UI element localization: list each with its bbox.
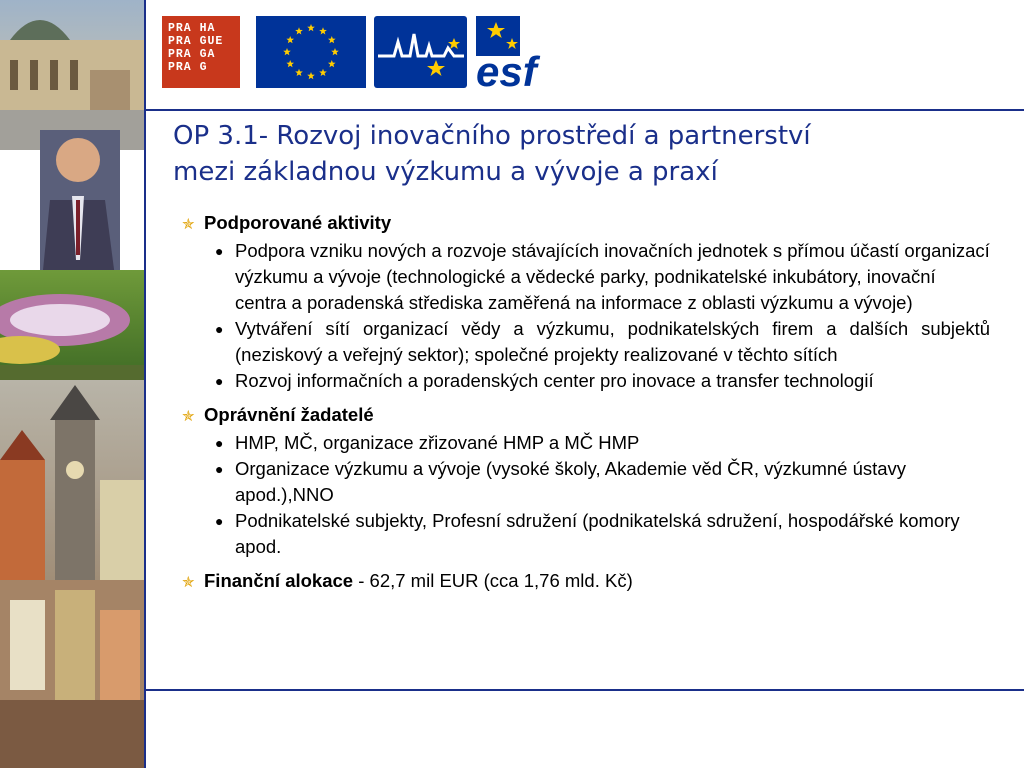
photo-collage: [0, 0, 144, 768]
list-item-text: Organizace výzkumu a vývoje (vysoké školy, Akademie věd ČR, výzkumné ústavy apod.),NNO: [235, 458, 907, 505]
section-heading: [182, 402, 990, 430]
top-divider: [146, 109, 1024, 111]
section-allocation: [182, 568, 990, 596]
bullet-dot-icon: ●: [215, 243, 224, 259]
bullet-dot-icon: ●: [215, 461, 224, 477]
section-applicants: [182, 402, 990, 560]
list-item-text: HMP, MČ, organizace zřizované HMP a MČ HMP: [235, 432, 640, 453]
prague-skyline-logo: [374, 16, 467, 88]
section-heading: [182, 210, 990, 238]
bullet-list: [182, 238, 990, 394]
slide-title-line: OP 3.1- Rozvoj inovačního prostředí a partnerství: [173, 121, 811, 151]
esf-logo-text: esf: [476, 48, 537, 88]
list-item-text: Vytváření sítí organizací vědy a výzkumu, podnikatelských firem a dalších subjektů (neziskový a veřejný sektor); společné projekty realizované v těchto sítích: [235, 318, 990, 365]
praha-logo-row: PRA HA: [168, 22, 216, 35]
section-title: Podporované aktivity: [204, 212, 392, 233]
section-title: Oprávnění žadatelé: [204, 404, 374, 425]
star-bullet-icon: ✯: [182, 574, 195, 591]
bullet-dot-icon: ●: [215, 373, 224, 389]
list-item: [182, 368, 990, 394]
section-activities: [182, 210, 990, 394]
esf-logo: [476, 16, 566, 88]
bullet-list: [182, 430, 990, 560]
list-item-text: Podpora vzniku nových a rozvoje stávajících inovačních jednotek s přímou účastí organizací výzkumu a vývoje (technologické a vědecké parky, podnikatelské inkubátory, inovační centra a poradenská střediska zaměřená na informace z oblasti výzkumu a vývoje): [235, 240, 990, 313]
slide-title-line: mezi základnou výzkumu a vývoje a praxí: [173, 157, 718, 187]
bottom-divider: [146, 689, 1024, 691]
praha-logo-row: PRA GUE: [168, 35, 224, 48]
list-item: [182, 456, 990, 508]
eu-flag-logo: [256, 16, 366, 88]
list-item-text: Rozvoj informačních a poradenských center pro inovace a transfer technologií: [235, 370, 874, 391]
section-title: Finanční alokace: [204, 570, 354, 591]
praha-logo: [162, 16, 240, 88]
praha-logo-row: PRA GA: [168, 48, 216, 61]
list-item: [182, 316, 990, 368]
list-item: [182, 238, 990, 316]
list-item: [182, 508, 990, 560]
bullet-dot-icon: ●: [215, 435, 224, 451]
star-bullet-icon: ✯: [182, 408, 195, 425]
star-bullet-icon: ✯: [182, 216, 195, 233]
slide-content: [182, 210, 990, 604]
praha-logo-row: PRA G: [168, 61, 208, 74]
slide-title: [173, 118, 1013, 190]
collage-border: [144, 0, 146, 768]
bullet-dot-icon: ●: [215, 513, 224, 529]
allocation-value: - 62,7 mil EUR (cca 1,76 mld. Kč): [353, 570, 633, 591]
bullet-dot-icon: ●: [215, 321, 224, 337]
list-item: [182, 430, 990, 456]
section-heading: [182, 568, 990, 596]
list-item-text: Podnikatelské subjekty, Profesní sdružení (podnikatelská sdružení, hospodářské komory apod.: [235, 510, 960, 557]
